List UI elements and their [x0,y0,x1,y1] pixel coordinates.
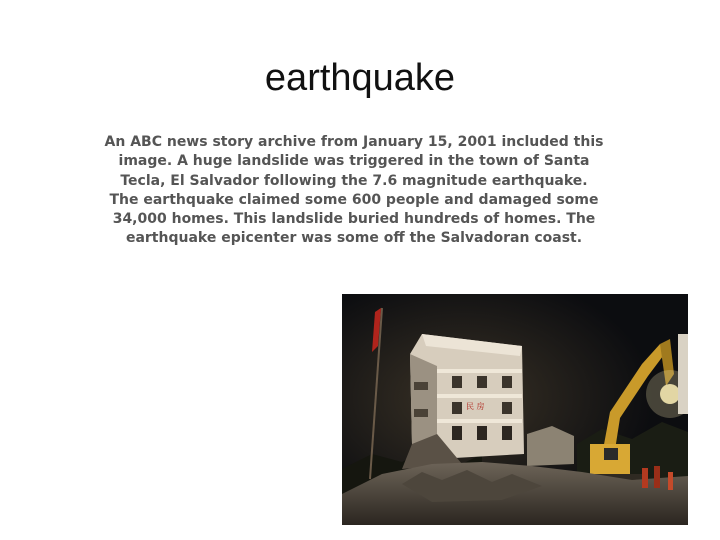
building-sign: 民 房 [466,402,485,411]
photo-illustration [342,294,688,525]
earthquake-photo [342,294,688,525]
damaged-building [402,334,524,469]
slide-title: earthquake [264,57,456,99]
slide-body-text: An ABC news story archive from January 15, 2001 included this image. A huge landslide was triggered in the town of Santa Tecla, El Salvador following the 7.6 magnitude earthquake. The earthquake claimed some 600 people and damaged some 34,000 homes. This landslide buried hundreds of homes. The earthquake epicenter was some off the Salvadoran coast. [104,134,604,247]
